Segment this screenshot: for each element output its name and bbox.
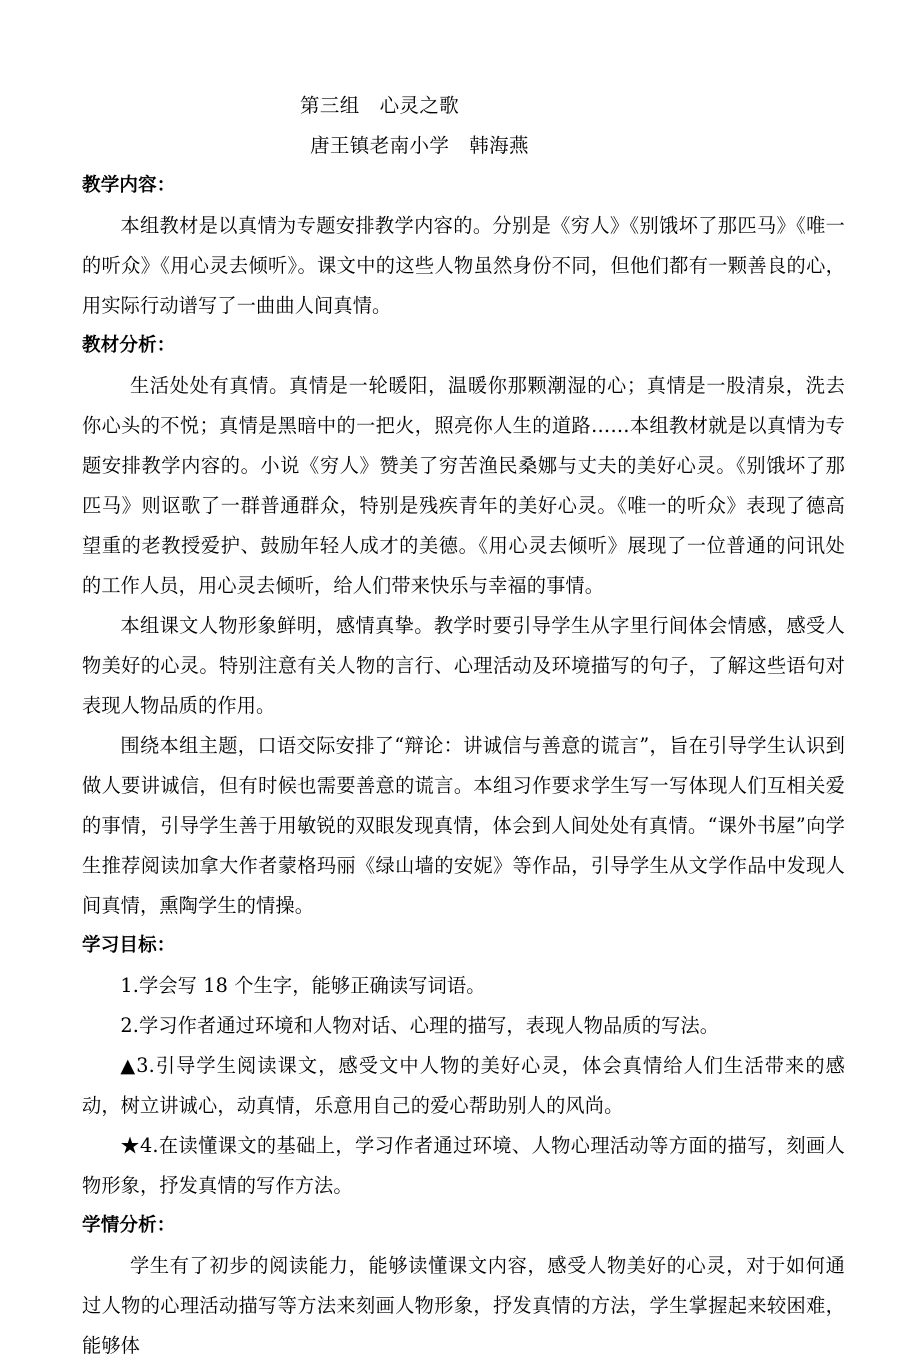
title-block bbox=[82, 0, 845, 166]
list-item: 2.学习作者通过环境和人物对话、心理的描写，表现人物品质的写法。 bbox=[120, 1014, 720, 1037]
section-heading-material-analysis: 教材分析： bbox=[82, 335, 176, 356]
paragraph: 围绕本组主题，口语交际安排了“辩论：讲诚信与善意的谎言”，旨在引导学生认识到做人要讲诚信，但有时候也需要善意的谎言。本组习作要求学生写一写体现人们互相关爱的事情，引导学生善于用敏锐的双眼发现真情，体会到人间处处有真情。“课外书屋”向学生推荐阅读加拿大作者蒙格玛丽《绿山墙的安妮》等作品，引导学生从文学作品中发现人间真情，熏陶学生的情操。 bbox=[82, 734, 845, 917]
document-content bbox=[82, 0, 845, 1366]
section-heading-learning-objectives: 学习目标： bbox=[82, 935, 176, 956]
paragraph: 生活处处有真情。真情是一轮暖阳，温暖你那颗潮湿的心；真情是一股清泉，洗去你心头的不悦；真情是黑暗中的一把火，照亮你人生的道路……本组教材就是以真情为专题安排教学内容的。小说《穷人》赞美了穷苦渔民桑娜与丈夫的美好心灵。《别饿坏了那匹马》则讴歌了一群普通群众，特别是残疾青年的美好心灵。《唯一的听众》表现了德高望重的老教授爱护、鼓励年轻人成才的美德。《用心灵去倾听》展现了一位普通的问讯处的工作人员，用心灵去倾听，给人们带来快乐与幸福的事情。 bbox=[82, 374, 845, 597]
paragraph: 本组教材是以真情为专题安排教学内容的。分别是《穷人》《别饿坏了那匹马》《唯一的听众》《用心灵去倾听》。课文中的这些人物虽然身份不同，但他们都有一颗善良的心，用实际行动谱写了一曲曲人间真情。 bbox=[82, 214, 845, 317]
page-title: 第三组 心灵之歌 bbox=[300, 94, 460, 117]
list-item: 1.学会写 18 个生字，能够正确读写词语。 bbox=[120, 974, 486, 997]
paragraph: 本组课文人物形象鲜明，感情真挚。教学时要引导学生从字里行间体会情感，感受人物美好的心灵。特别注意有关人物的言行、心理活动及环境描写的句子，了解这些语句对表现人物品质的作用。 bbox=[82, 614, 845, 717]
section-heading-student-analysis: 学情分析： bbox=[82, 1215, 176, 1236]
paragraph: 学生有了初步的阅读能力，能够读懂课文内容，感受人物美好的心灵，对于如何通过人物的心理活动描写等方法来刻画人物形象，抒发真情的方法，学生掌握起来较困难，能够体 bbox=[82, 1254, 845, 1357]
list-item: ▲3.引导学生阅读课文，感受文中人物的美好心灵，体会真情给人们生活带来的感动，树立讲诚心，动真情，乐意用自己的爱心帮助别人的风尚。 bbox=[82, 1054, 845, 1117]
section-heading-teaching-content: 教学内容： bbox=[82, 175, 176, 196]
list-item: ★4.在读懂课文的基础上，学习作者通过环境、人物心理活动等方面的描写，刻画人物形象，抒发真情的写作方法。 bbox=[82, 1134, 845, 1197]
author-line: 唐王镇老南小学 韩海燕 bbox=[310, 134, 529, 157]
